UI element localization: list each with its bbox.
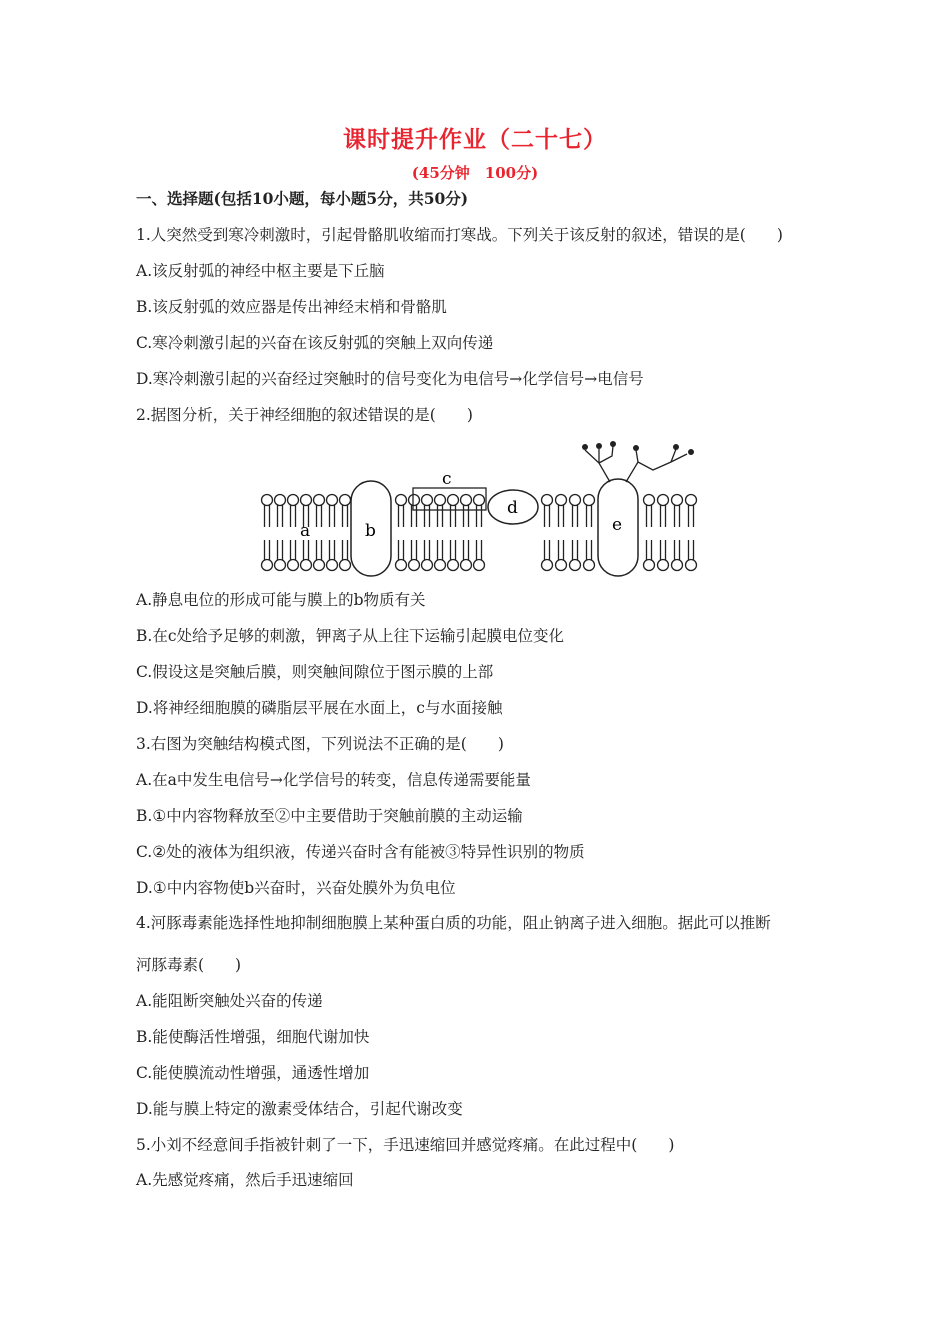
question-4-option-c: C.能使膜流动性增强，通透性增加 [136,1064,370,1082]
lipid-head [542,560,553,571]
cell-membrane-figure [255,436,705,581]
label-e: e [612,515,623,535]
question-3-option-c: C.②处的液体为组织液，传递兴奋时含有能被③特异性识别的物质 [136,843,585,861]
question-2-option-d: D.将神经细胞膜的磷脂层平展在水面上，c与水面接触 [136,699,503,717]
lipid-head [435,560,446,571]
lipid-head [672,560,683,571]
page-title: 课时提升作业（二十七） [343,126,607,153]
lipid-head [556,495,567,506]
question-4-stem-line-2: 河豚毒素( ) [136,956,242,974]
lipid-head [435,495,446,506]
lipid-head [275,495,286,506]
lipid-head [658,560,669,571]
lipid-head [340,495,351,506]
question-1-stem: 1.人突然受到寒冷刺激时，引起骨骼肌收缩而打寒战。下列关于该反射的叙述，错误的是( ) [136,226,783,244]
lipid-head [570,495,581,506]
lipid-head [644,495,655,506]
label-c: c [442,469,452,489]
question-3-option-d: D.①中内容物使b兴奋时，兴奋处膜外为负电位 [136,879,456,897]
lipid-head [422,560,433,571]
question-3-stem: 3.右图为突触结构模式图，下列说法不正确的是( ) [136,735,504,753]
lipid-head [686,495,697,506]
question-1-option-c: C.寒冷刺激引起的兴奋在该反射弧的突触上双向传递 [136,334,494,352]
sugar-chains [585,446,687,482]
lipid-head [396,560,407,571]
section-heading: 一、选择题(包括10小题，每小题5分，共50分) [136,189,469,208]
lipid-head [448,560,459,571]
lipid-head [644,560,655,571]
lipid-head [461,495,472,506]
lipid-head [409,560,420,571]
lipid-head [275,560,286,571]
question-2-option-b: B.在c处给予足够的刺激，钾离子从上往下运输引起膜电位变化 [136,627,565,645]
lipid-head [448,495,459,506]
lipid-head [474,495,485,506]
question-2-stem: 2.据图分析，关于神经细胞的叙述错误的是( ) [136,406,473,424]
lipid-head [396,495,407,506]
lipid-head [262,495,273,506]
question-2-option-c: C.假设这是突触后膜，则突触间隙位于图示膜的上部 [136,663,494,681]
question-3-option-b: B.①中内容物释放至②中主要借助于突触前膜的主动运输 [136,807,523,825]
label-a: a [300,521,311,541]
lipid-head [340,560,351,571]
label-b: b [365,521,376,541]
lipid-head [658,495,669,506]
question-1-option-d: D.寒冷刺激引起的兴奋经过突触时的信号变化为电信号→化学信号→电信号 [136,370,644,388]
question-5-stem: 5.小刘不经意间手指被针刺了一下，手迅速缩回并感觉疼痛。在此过程中( ) [136,1136,675,1154]
page-subtitle: (45分钟 100分) [411,164,539,182]
lipid-head [570,560,581,571]
question-1-option-a: A.该反射弧的神经中枢主要是下丘脑 [136,262,385,280]
question-3-option-a: A.在a中发生电信号→化学信号的转变，信息传递需要能量 [136,771,531,789]
lipid-head [422,495,433,506]
question-4-stem-line-1: 4.河豚毒素能选择性地抑制细胞膜上某种蛋白质的功能，阻止钠离子进入细胞。据此可以推断 [136,914,771,932]
question-2-option-a: A.静息电位的形成可能与膜上的b物质有关 [136,591,426,609]
lipid-head [288,495,299,506]
lipid-head [314,560,325,571]
lipid-head [327,560,338,571]
lipid-head [409,495,420,506]
question-5-option-a: A.先感觉疼痛，然后手迅速缩回 [136,1171,354,1189]
lipid-head [542,495,553,506]
question-4-option-a: A.能阻断突触处兴奋的传递 [136,992,323,1010]
question-1-option-b: B.该反射弧的效应器是传出神经末梢和骨骼肌 [136,298,447,316]
lipid-head [584,560,595,571]
lipid-head [301,560,312,571]
lipid-head [556,560,567,571]
lipid-head [288,560,299,571]
lipid-head [686,560,697,571]
lipid-head [327,495,338,506]
question-4-option-d: D.能与膜上特定的激素受体结合，引起代谢改变 [136,1100,463,1118]
label-d: d [507,498,518,518]
question-4-option-b: B.能使酶活性增强，细胞代谢加快 [136,1028,370,1046]
lipid-head [314,495,325,506]
lipid-head [461,560,472,571]
lipid-head [474,560,485,571]
lipid-head [301,495,312,506]
lipid-head [584,495,595,506]
lipid-head [262,560,273,571]
lipid-head [672,495,683,506]
